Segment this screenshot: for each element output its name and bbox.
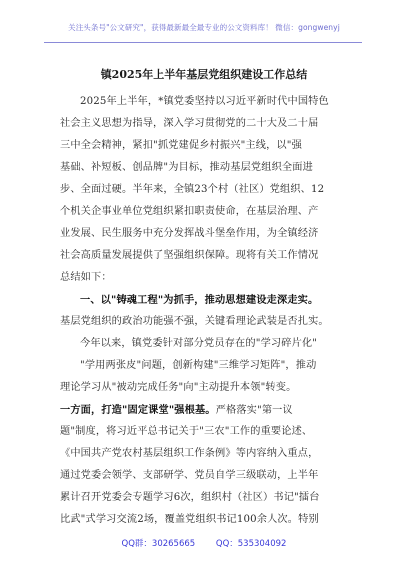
text-line: "学用两张皮"问题，创新构建"三维学习矩阵"，推动 — [80, 360, 317, 371]
text-line: 社会高质量发展提供了坚强组织保障。现将有关工作情况 — [60, 250, 319, 261]
document-body — [60, 91, 360, 531]
text-line: 《中国共产党农村基层组织工作条例》等内容纳入重点， — [60, 448, 319, 459]
text-line: 总结如下： — [60, 272, 112, 283]
footer-qq: QQ：535304092 — [215, 539, 287, 549]
footer-qq-group: QQ群：30265665 — [121, 539, 196, 549]
text-line: 基础、补短板、创品牌"为目标，推动基层党组织全面进 — [60, 162, 313, 173]
document-title: 镇2025年上半年基层党组织建设工作总结 — [100, 68, 308, 81]
text-line: 业发展、民生服务中充分发挥战斗堡垒作用，为全镇经济 — [60, 228, 319, 239]
text-line: 比武"式学习交流2场，覆盖党组织书记100余人次。特别 — [60, 514, 319, 525]
text-line: 累计召开党委会专题学习6次，组织村（社区）书记"擂台 — [60, 492, 320, 503]
text-line: 步、全面过硬。半年来，全镇23个村（社区）党组织、12 — [60, 184, 325, 195]
lead-phrase: 一方面，打造"固定课堂"强根基。 — [60, 404, 216, 416]
footer-contacts — [0, 537, 408, 549]
text-line: 社会主义思想为指导，深入学习贯彻党的二十大及二十届 — [60, 118, 319, 129]
text-line: 个机关企事业单位党组织紧扣职责使命，在基层治理、产 — [60, 206, 319, 217]
text-line: 基层党组织的政治功能强不强，关键看理论武装是否扎实。 — [60, 316, 329, 327]
text-line: 题"制度，将习近平总书记关于"三农"工作的重要论述、 — [60, 426, 313, 437]
header-banner: 关注头条号"公文研究"，获得最新最全最专业的公文资料库！ 微信：gongwenyj — [68, 23, 340, 32]
text-line: 2025年上半年，*镇党委坚持以习近平新时代中国特色 — [80, 96, 329, 107]
text-line: 一、以"铸魂工程"为抓手，推动思想建设走深走实。 — [80, 294, 319, 306]
lead-rest: 严格落实"第一议 — [215, 405, 293, 416]
text-line — [60, 399, 360, 421]
text-line: 理论学习从"被动完成任务"向"主动提升本领"转变。 — [60, 382, 297, 393]
header-divider — [44, 42, 362, 43]
text-line: 三中全会精神，紧扣"抓党建促乡村振兴"主线，以"强 — [60, 140, 302, 151]
text-line: 今年以来，镇党委针对部分党员存在的"学习碎片化" — [80, 338, 318, 349]
text-line: 通过党委会领学、支部研学、党员自学三级联动，上半年 — [60, 470, 319, 481]
